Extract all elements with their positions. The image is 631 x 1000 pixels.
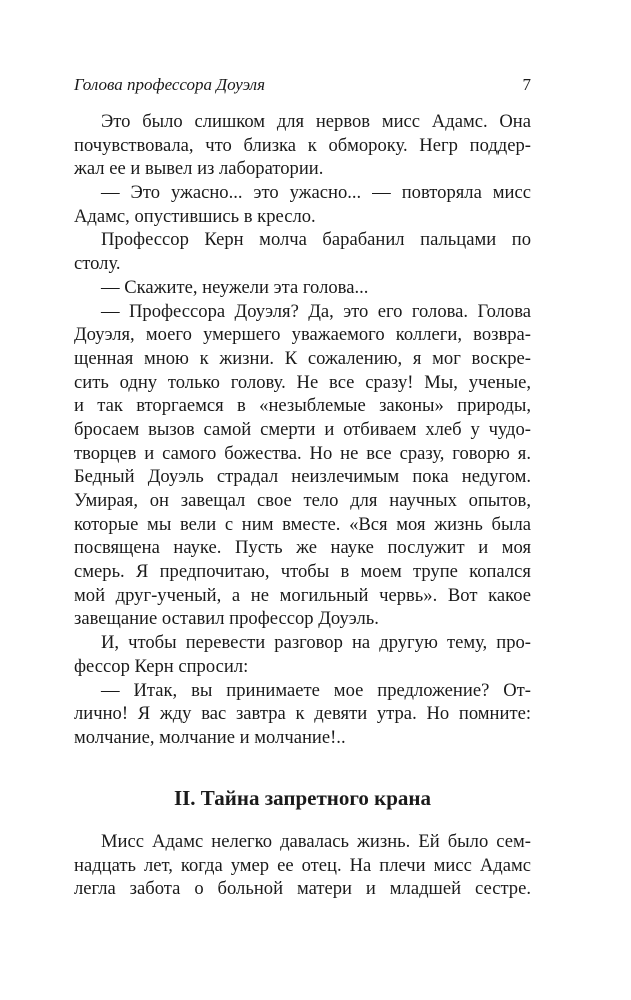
text-line: — Итак, вы принимаете мое предложение? От- — [101, 679, 531, 701]
text-line: и так вторгаемся в «незыблемые законы» природы, — [74, 395, 531, 417]
text-line: творцев и самого божества. Но не все сразу, говорю я. — [74, 442, 531, 464]
text-line: столу. — [74, 253, 121, 275]
text-line: завещание оставил профессор Доуэль. — [74, 608, 379, 630]
text-line: И, чтобы перевести разговор на другую тему, про- — [101, 632, 531, 654]
text-line: легла забота о больной матери и младшей сестре. — [74, 878, 531, 900]
text-line: — Профессора Доуэля? Да, это его голова. Голова — [101, 300, 531, 322]
text-line: мой друг-ученый, а не могильный червь». Вот какое — [74, 584, 531, 606]
running-header — [74, 74, 531, 98]
text-line: бросаем вызов самой смерти и отбиваем хлеб у чудо- — [74, 418, 531, 440]
text-line: — Это ужасно... это ужасно... — повторяла мисс — [101, 182, 531, 204]
chapter-heading: II. Тайна запретного крана — [173, 786, 432, 810]
text-line: Мисс Адамс нелегко давалась жизнь. Ей было сем- — [101, 831, 531, 852]
body-text-after-chapter — [74, 830, 531, 901]
text-line: молчание, молчание и молчание!.. — [74, 726, 346, 748]
page-number: 7 — [522, 75, 531, 94]
text-line: — Скажите, неужели эта голова... — [101, 276, 369, 298]
text-line: Доуэля, моего умершего уважаемого коллеги, возвра- — [74, 324, 531, 346]
text-line: щенная мною к жизни. К сожалению, я мог воскре- — [74, 347, 531, 369]
text-line: Адамс, опустившись в кресло. — [74, 205, 316, 227]
text-line: Это было слишком для нервов мисс Адамс. Она — [101, 111, 531, 132]
body-text-before-chapter — [74, 110, 531, 750]
text-line: Умирая, он завещал свое тело для научных опытов, — [74, 490, 531, 511]
text-line: лично! Я жду вас завтра к девяти утра. Но помните: — [74, 703, 531, 725]
text-line: Профессор Керн молча барабанил пальцами по — [101, 229, 531, 251]
text-line: жал ее и вывел из лаборатории. — [74, 158, 324, 180]
text-line: фессор Керн спросил: — [74, 655, 249, 677]
text-line: посвящена науке. Пусть же науке послужит и моя — [74, 537, 531, 559]
text-line: Бедный Доуэль страдал неизлечимым пока недугом. — [74, 466, 531, 488]
text-line: сить одну только голову. Не все сразу! Мы, ученые, — [74, 371, 531, 393]
text-line: смерь. Я предпочитаю, чтобы в моем трупе копался — [74, 561, 531, 583]
text-line: почувствовала, что близка к обмороку. Негр поддер- — [74, 134, 531, 156]
text-line: надцать лет, когда умер ее отец. На плечи мисс Адамс — [74, 854, 531, 876]
text-line: которые мы вели с ним вместе. «Вся моя жизнь была — [74, 513, 531, 535]
running-title: Голова профессора Доуэля — [74, 75, 265, 94]
